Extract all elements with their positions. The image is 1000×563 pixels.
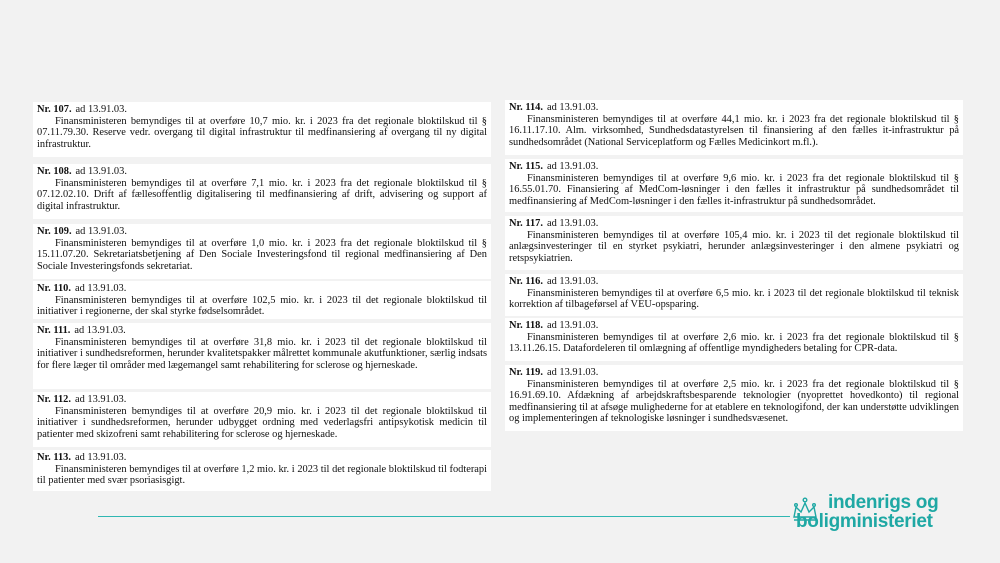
entry-text: Finansministeren bemyndiges til at overføre 31,8 mio. kr. i 2023 til det regionale bloktilskud til initiativer i sundhedsreformen, herunder kvalitetspakker målrettet kommunale akutfunktioner, særlig indsats for flere læger til områder med lægemangel samt rehabilitering for sclerose og hjerneskade.: [37, 336, 488, 371]
entry-number: Nr. 113.: [37, 452, 71, 463]
entry-head: [37, 325, 487, 337]
entry-text: Finansministeren bemyndiges til at overføre 20,9 mio. kr. i 2023 til det regionale bloktilskud til initiativer i sundhedsreformen, herunder udbygget ordning med vederlagsfri antipsykotisk medicin til patienter med skizofreni samt rehabilitering for sclerose og hjerneskade.: [37, 405, 487, 440]
logo-line-2: boligministeriet: [796, 511, 933, 532]
entry-text: Finansministeren bemyndiges til at overføre 9,6 mio. kr. i 2023 fra det regionale bloktilskud til § 16.55.01.70. Finansiering af MedCom-løsninger i den fælles it infrastruktur på sundhedsområdet til medfinansiering af MedCom-løsninger i den fælles it-infrastruktur på sundhedsområdet.: [509, 172, 959, 207]
entry-number: Nr. 107.: [37, 104, 72, 115]
entry-119: [505, 365, 963, 431]
entry-text: Finansministeren bemyndiges til at overføre 2,6 mio. kr. i 2023 fra det regionale bloktilskud til § 13.11.26.15. Datafordeleren til omlægning af offentlige myndigheders betaling for CPR-data.: [509, 331, 959, 355]
entry-head: [509, 218, 959, 230]
entry-reference: ad 13.91.03.: [75, 166, 127, 177]
entry-reference: ad 13.91.03.: [546, 320, 599, 331]
entry-109: [33, 224, 491, 279]
entry-number: Nr. 116.: [509, 276, 543, 287]
entry-head: [509, 367, 959, 379]
entry-115: [505, 159, 963, 212]
entry-number: Nr. 117.: [509, 218, 543, 229]
entry-text: Finansministeren bemyndiges til at overføre 105,4 mio. kr. i 2023 til det regionale bloktilskud til anlægsinvesteringer til en styrket psykiatri, herunder anlægsinvesteringer i den almene psykiatri og retspsykiatrien.: [509, 229, 959, 264]
entry-number: Nr. 109.: [37, 226, 72, 237]
entry-text: Finansministeren bemyndiges til at overføre 44,1 mio. kr. i 2023 fra det regionale bloktilskud til § 16.11.17.10. Alm. virksomhed, Sundhedsdatastyrelsen til finansiering af den fælles it-infrastruktur på sundhedsområdet (National Serviceplatform og Fælles Medicinkort m.fl.).: [509, 113, 959, 148]
entry-114: [505, 100, 963, 155]
entry-number: Nr. 115.: [509, 161, 543, 172]
entry-head: [509, 320, 959, 332]
entry-number: Nr. 114.: [509, 102, 543, 113]
entry-110: [33, 281, 491, 319]
entry-reference: ad 13.91.03.: [546, 102, 599, 113]
entry-reference: ad 13.91.03.: [74, 452, 127, 463]
ministry-logo: [790, 493, 940, 543]
entry-head: [37, 104, 487, 116]
entry-number: Nr. 108.: [37, 166, 72, 177]
entry-reference: ad 13.91.03.: [75, 104, 127, 115]
entry-reference: ad 13.91.03.: [74, 394, 127, 405]
entry-116: [505, 274, 963, 316]
entry-text: Finansministeren bemyndiges til at overføre 2,5 mio. kr. i 2023 fra det regionale bloktilskud til § 16.91.69.10. Afdækning af arbejdskraftsbesparende teknologier (nyoprettet hovedkonto) til regional medfinansiering til at afsøge mulighederne for at etablere en teknologifond, der kan understøtte udviklingen og implementeringen af teknologiske løsninger i sundhedsvæsenet.: [509, 378, 959, 425]
entry-text: Finansministeren bemyndiges til at overføre 102,5 mio. kr. i 2023 til det regionale bloktilskud til initiativer i regionerne, der skal styrke fødselsområdet.: [37, 294, 487, 318]
entry-head: [509, 102, 959, 114]
logo-line-1: indenrigs og: [828, 492, 939, 513]
entry-number: Nr. 119.: [509, 367, 543, 378]
entry-reference: ad 13.91.03.: [546, 218, 599, 229]
entry-text: Finansministeren bemyndiges til at overføre 1,2 mio. kr. i 2023 til det regionale bloktilskud til fodterapi til patienter med svær psoriasisgigt.: [37, 463, 487, 487]
entry-head: [37, 452, 487, 464]
entry-text: Finansministeren bemyndiges til at overføre 1,0 mio. kr. i 2023 fra det regionale bloktilskud til § 15.11.07.20. Sekretariatsbetjening af Den Sociale Investeringsfond til regional medfinansiering af Den Sociale Investeringsfonds sekretariat.: [37, 237, 487, 272]
entry-112: [33, 392, 491, 447]
entry-number: Nr. 112.: [37, 394, 71, 405]
entry-head: [509, 161, 959, 173]
entry-number: Nr. 118.: [509, 320, 543, 331]
entry-113: [33, 450, 491, 491]
entry-reference: ad 13.91.03.: [74, 283, 127, 294]
entry-text: Finansministeren bemyndiges til at overføre 10,7 mio. kr. i 2023 fra det regionale bloktilskud til § 07.11.79.30. Reserve vedr. overgang til digital infrastruktur til medfinansiering af overgang til ny digital infrastruktur.: [37, 115, 487, 150]
entry-reference: ad 13.91.03.: [546, 367, 599, 378]
entry-head: [37, 283, 487, 295]
entry-number: Nr. 111.: [37, 325, 71, 336]
entry-118: [505, 318, 963, 361]
entry-text: Finansministeren bemyndiges til at overføre 7,1 mio. kr. i 2023 fra det regionale bloktilskud til § 07.12.02.10. Drift af fællesoffentlig digitalisering til medfinansiering af drift, advisering og support af digital infrastruktur.: [37, 177, 487, 212]
entry-reference: ad 13.91.03.: [546, 161, 599, 172]
entry-reference: ad 13.91.03.: [75, 226, 127, 237]
entry-head: [37, 394, 487, 406]
entry-text: Finansministeren bemyndiges til at overføre 6,5 mio. kr. i 2023 til det regionale bloktilskud til teknisk korrektion af tilbageførsel af VEU-opsparing.: [509, 287, 959, 311]
entry-reference: ad 13.91.03.: [546, 276, 599, 287]
entry-111: [33, 323, 491, 389]
entry-108: [33, 164, 491, 219]
entry-107: [33, 102, 491, 157]
entry-head: [509, 276, 959, 288]
entry-head: [37, 166, 487, 178]
entry-number: Nr. 110.: [37, 283, 71, 294]
entry-reference: ad 13.91.03.: [74, 325, 126, 336]
entry-117: [505, 216, 963, 270]
footer-divider: [98, 516, 790, 517]
entry-head: [37, 226, 487, 238]
